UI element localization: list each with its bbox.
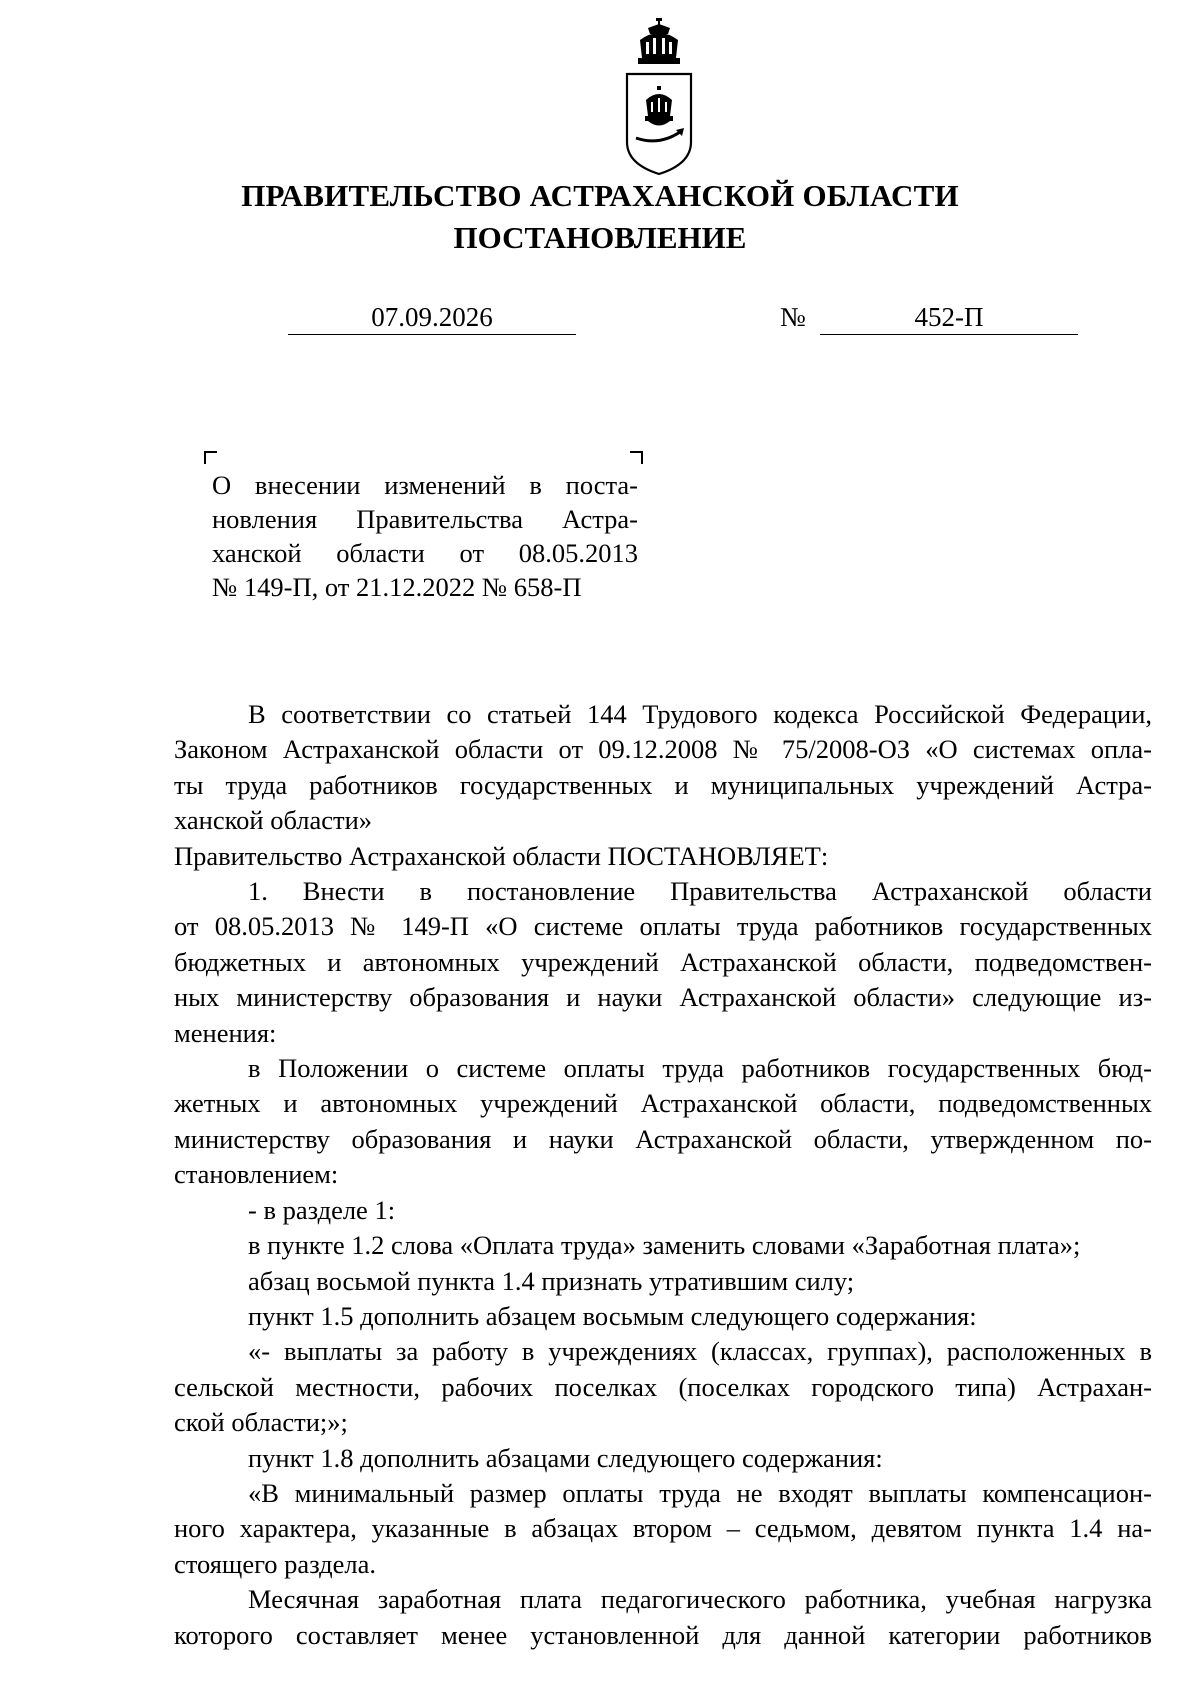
number-sign: № <box>780 302 806 332</box>
body-line: ской области;»; <box>174 1407 348 1438</box>
body-line: абзац восьмой пункта 1.4 признать утратившим силу; <box>248 1265 855 1296</box>
body-line: в пункте 1.2 слова «Оплата труда» заменить словами «Заработная плата»; <box>248 1230 1081 1261</box>
body-line: ного характера, указанные в абзацах втором – седьмом, девятом пункта 1.4 на- <box>174 1513 1152 1544</box>
body-line: ты труда работников государственных и муниципальных учреждений Астра- <box>174 769 1152 800</box>
body-line: от 08.05.2013 № 149-П «О системе оплаты труда работников государственных <box>174 911 1152 942</box>
body-line: 1. Внести в постановление Правительства Астраханской области <box>248 876 1152 907</box>
subject-line: № 149-П, от 21.12.2022 № 658-П <box>212 572 582 602</box>
body-line: Законом Астраханской области от 09.12.2008 № 75/2008-ОЗ «О системах опла- <box>174 734 1152 765</box>
body-line: ханской области» <box>174 805 373 836</box>
document-subject <box>212 468 638 604</box>
body-line: Правительство Астраханской области ПОСТАНОВЛЯЕТ: <box>174 840 829 871</box>
body-line: «- выплаты за работу в учреждениях (классах, группах), расположенных в <box>248 1336 1152 1367</box>
body-line: «В минимальный размер оплаты труда не входят выплаты компенсацион- <box>248 1477 1152 1508</box>
body-line: - в разделе 1: <box>248 1194 396 1225</box>
body-line: сельской местности, рабочих поселках (поселках городского типа) Астрахан- <box>174 1371 1152 1402</box>
body-line: стоящего раздела. <box>174 1548 377 1579</box>
body-line: пункт 1.5 дополнить абзацем восьмым следующего содержания: <box>248 1300 977 1331</box>
subject-corner-left <box>204 451 217 464</box>
body-line: Месячная заработная плата педагогического работника, учебная нагрузка <box>248 1584 1152 1615</box>
subject-corner-right <box>630 451 643 464</box>
body-line: жетных и автономных учреждений Астраханской области, подведомственных <box>174 1088 1152 1119</box>
document-body <box>174 697 1152 1653</box>
body-line: становлением: <box>174 1159 339 1190</box>
body-line: В соответствии со статьей 144 Трудового кодекса Российской Федерации, <box>248 699 1152 729</box>
body-line: пункт 1.8 дополнить абзацами следующего содержания: <box>248 1442 883 1473</box>
document-number: 452-П <box>820 300 1078 335</box>
body-line: которого составляет менее установленной для данной категории работников <box>174 1619 1152 1650</box>
coat-of-arms-icon <box>618 18 700 176</box>
body-line: в Положении о системе оплаты труда работников государственных бюд- <box>248 1053 1152 1084</box>
body-line: ных министерству образования и науки Астраханской области» следующие из- <box>174 982 1152 1013</box>
body-line: бюджетных и автономных учреждений Астраханской области, подведомствен- <box>174 946 1152 977</box>
subject-line: ханской области от 08.05.2013 <box>212 538 638 568</box>
document-type: ПОСТАНОВЛЕНИЕ <box>453 220 747 255</box>
document-date: 07.09.2026 <box>288 300 576 335</box>
organization-name: ПРАВИТЕЛЬСТВО АСТРАХАНСКОЙ ОБЛАСТИ <box>241 178 959 213</box>
body-line: министерству образования и науки Астраханской области, утвержденном по- <box>174 1123 1152 1154</box>
body-line: менения: <box>174 1017 277 1048</box>
subject-line: новления Правительства Астра- <box>212 504 638 534</box>
subject-line: О внесении изменений в поста- <box>212 470 638 500</box>
